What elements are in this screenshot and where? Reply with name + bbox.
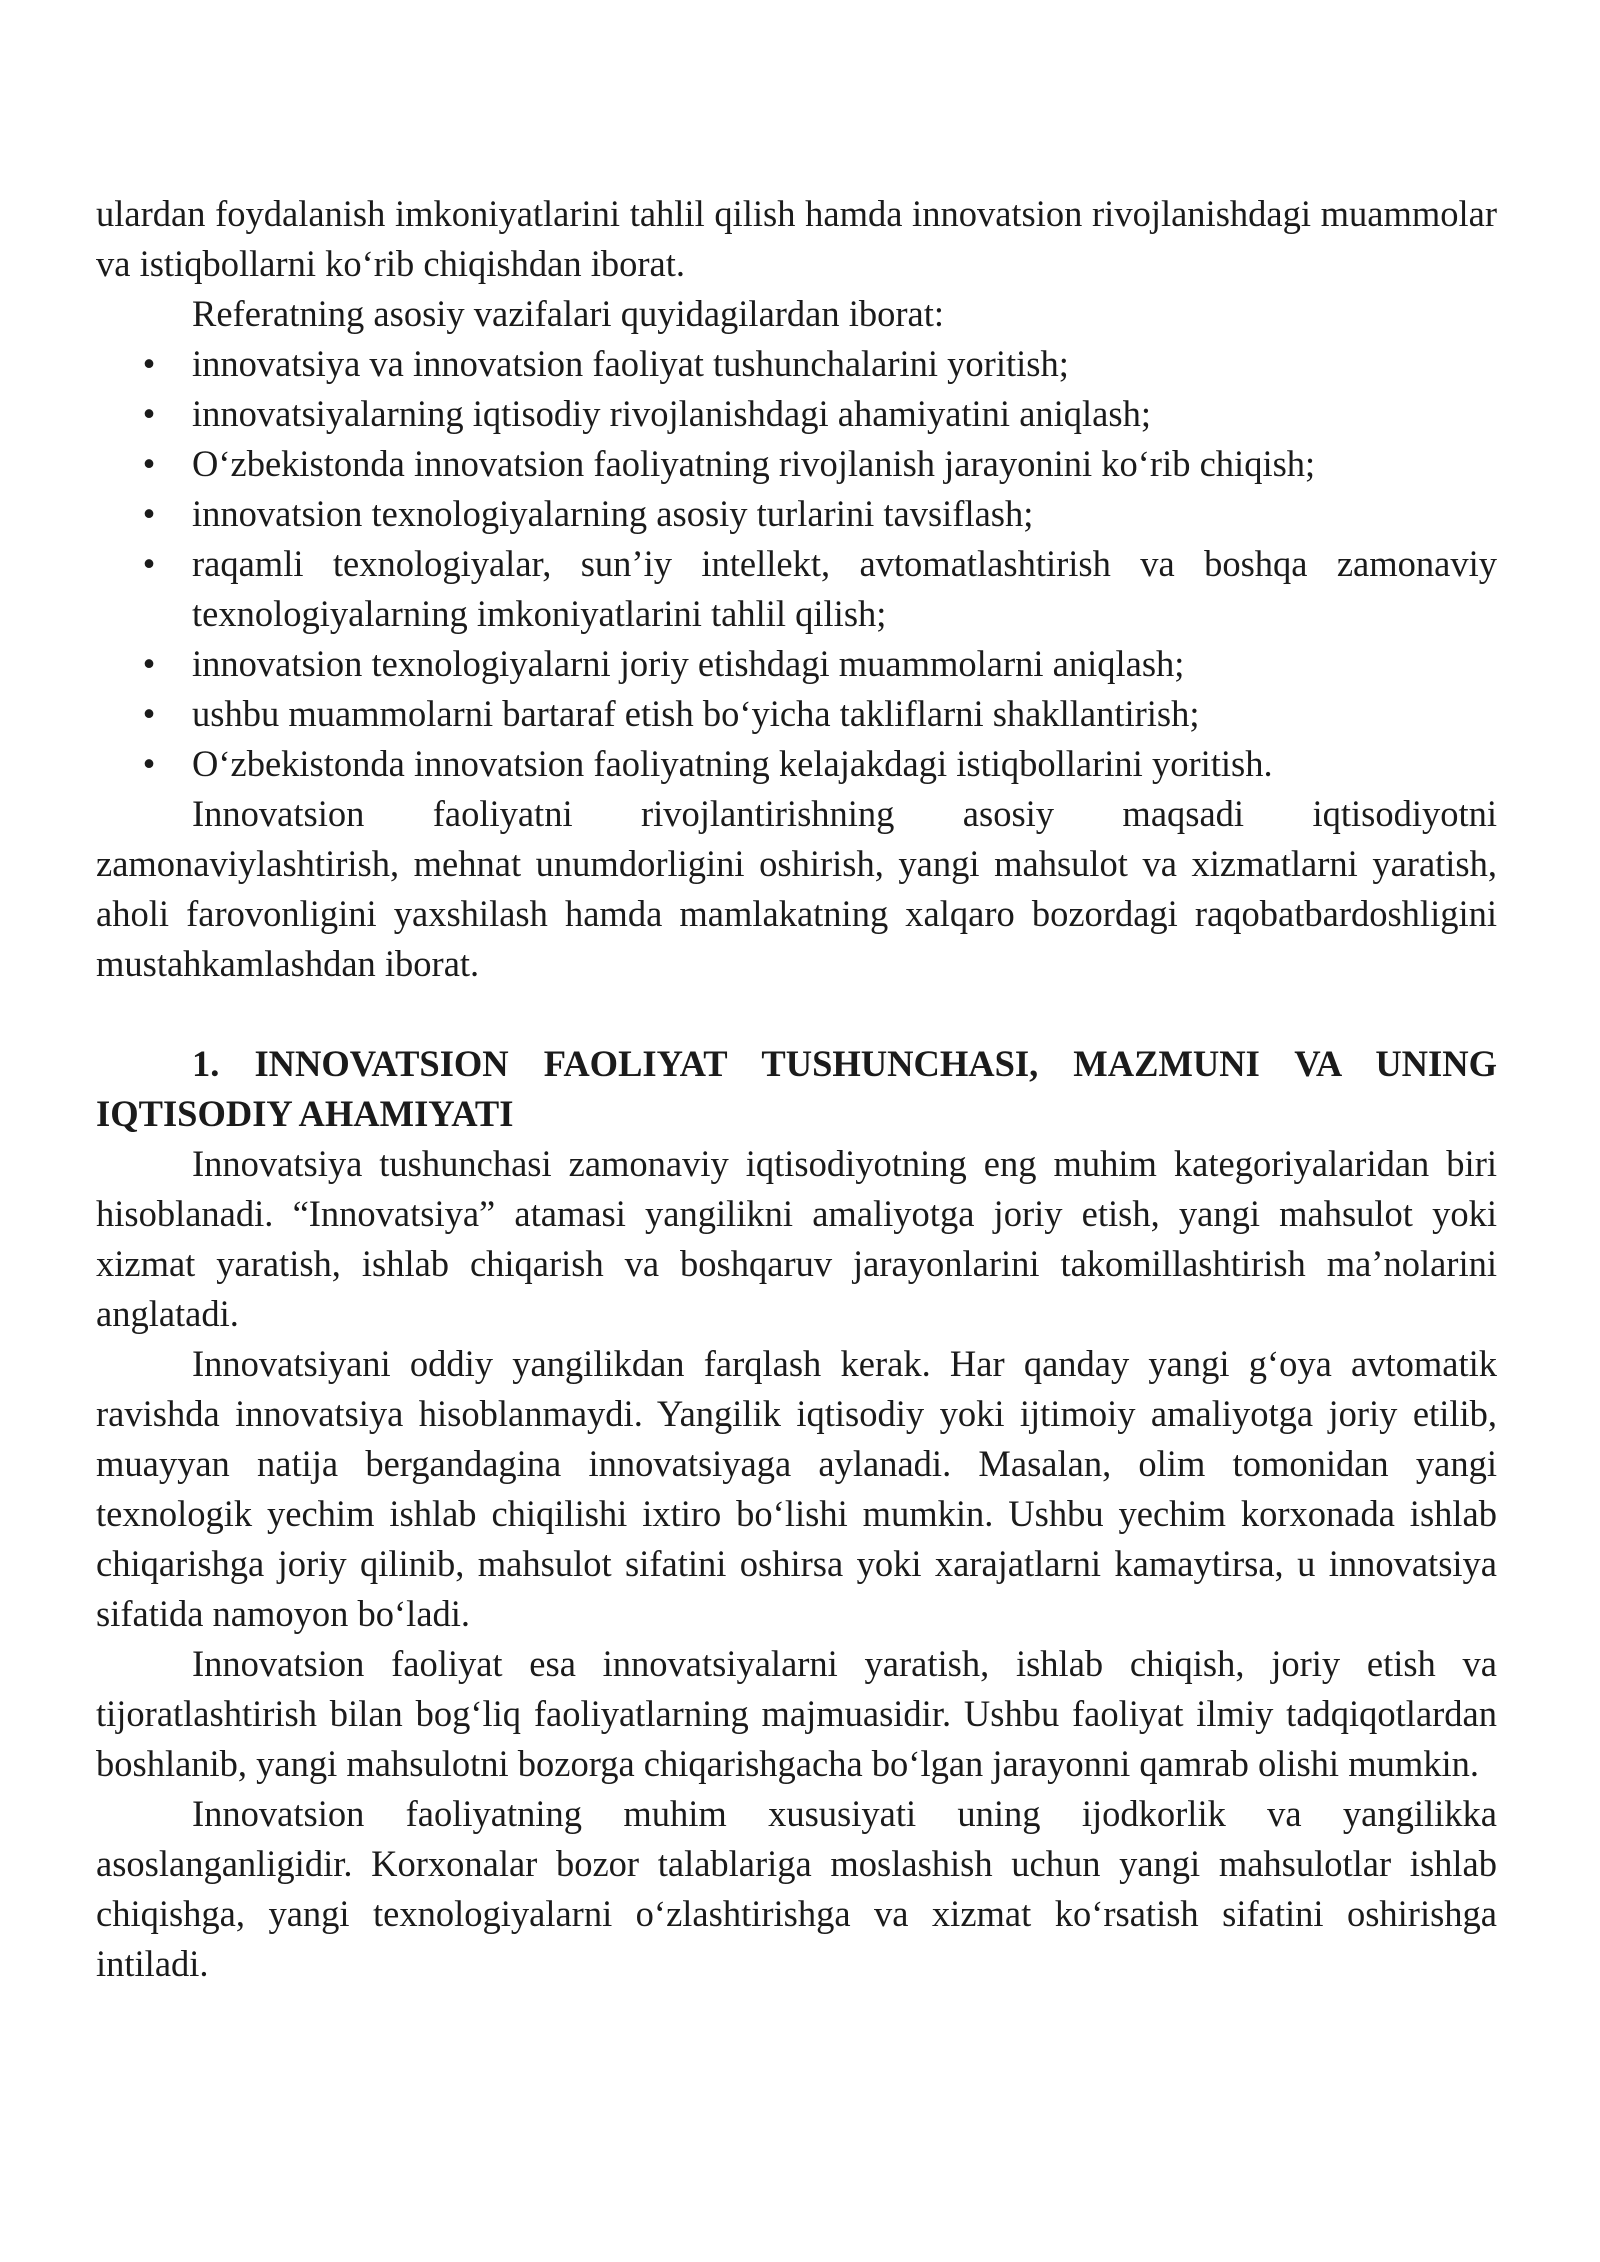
task-list-item [142,439,1497,489]
tasks-lead-text: Referatning asosiy vazifalari quyidagilardan iborat: [192,293,945,334]
bullet-icon: • [142,743,156,784]
bullet-icon: • [142,493,156,534]
task-list-item [142,539,1497,639]
section-paragraph: Innovatsion faoliyat esa innovatsiyalarni yaratish, ishlab chiqish, joriy etish va tijoratlashtirish bilan bog‘liq faoliyatlarning majmuasidir. Ushbu faoliyat ilmiy tadqiqotlardan boshlanib, yangi mahsulotni bozorga chiqarishgacha bo‘lgan jarayonni qamrab olishi mumkin. [96,1643,1497,1784]
task-list-item [142,689,1497,739]
task-list-item [142,489,1497,539]
bullet-icon: • [142,443,156,484]
bullet-icon: • [142,543,156,584]
task-text: innovatsion texnologiyalarni joriy etishdagi muammolarni aniqlash; [192,643,1185,684]
task-list-item [142,639,1497,689]
task-text: O‘zbekistonda innovatsion faoliyatning kelajakdagi istiqbollarini yoritish. [192,743,1273,784]
task-text: raqamli texnologiyalar, sun’iy intellekt, avtomatlashtirish va boshqa zamonaviy texnologiyalarning imkoniyatlarini tahlil qilish; [192,543,1497,634]
section-paragraph: Innovatsiyani oddiy yangilikdan farqlash kerak. Har qanday yangi g‘oya avtomatik ravishda innovatsiya hisoblanmaydi. Yangilik iqtisodiy yoki ijtimoiy amaliyotga joriy etilib, muayyan natija bergandagina innovatsiyaga aylanadi. Masalan, olim tomonidan yangi texnologik yechim ishlab chiqilishi ixtiro bo‘lishi mumkin. Ushbu yechim korxonada ishlab chiqarishga joriy qilinib, mahsulot sifatini oshirsa yoki xarajatlarni kamaytirsa, u innovatsiya sifatida namoyon bo‘ladi. [96,1343,1497,1634]
section-heading: 1. INNOVATSION FAOLIYAT TUSHUNCHASI, MAZMUNI VA UNING IQTISODIY AHAMIYATI [96,1043,1497,1134]
section-paragraph: Innovatsion faoliyatning muhim xususiyati uning ijodkorlik va yangilikka asoslanganligidir. Korxonalar bozor talablariga moslashish uchun yangi mahsulotlar ishlab chiqishga, yangi texnologiyalarni o‘zlashtirishga va xizmat ko‘rsatish sifatini oshirishga intiladi. [96,1793,1497,1984]
task-text: O‘zbekistonda innovatsion faoliyatning rivojlanish jarayonini ko‘rib chiqish; [192,443,1316,484]
goal-paragraph: Innovatsion faoliyatni rivojlantirishning asosiy maqsadi iqtisodiyotni zamonaviylashtirish, mehnat unumdorligini oshirish, yangi mahsulot va xizmatlarni yaratish, aholi farovonligini yaxshilash hamda mamlakatning xalqaro bozordagi raqobatbardoshligini mustahkamlashdan iborat. [96,793,1497,984]
tasks-list [96,339,1497,789]
bullet-icon: • [142,693,156,734]
section-paragraph: Innovatsiya tushunchasi zamonaviy iqtisodiyotning eng muhim kategoriyalaridan biri hisoblanadi. “Innovatsiya” atamasi yangilikni amaliyotga joriy etish, yangi mahsulot yoki xizmat yaratish, ishlab chiqarish va boshqaruv jarayonlarini takomillashtirish ma’nolarini anglatadi. [96,1143,1497,1334]
bullet-icon: • [142,393,156,434]
task-list-item [142,389,1497,439]
task-list-item [142,339,1497,389]
intro-continuation-paragraph: ulardan foydalanish imkoniyatlarini tahlil qilish hamda innovatsion rivojlanishdagi muammolar va istiqbollarni ko‘rib chiqishdan iborat. [96,193,1497,284]
task-text: innovatsiya va innovatsion faoliyat tushunchalarini yoritish; [192,343,1069,384]
bullet-icon: • [142,343,156,384]
task-text: innovatsion texnologiyalarning asosiy turlarini tavsiflash; [192,493,1034,534]
task-text: innovatsiyalarning iqtisodiy rivojlanishdagi ahamiyatini aniqlash; [192,393,1151,434]
task-list-item [142,739,1497,789]
bullet-icon: • [142,643,156,684]
task-text: ushbu muammolarni bartaraf etish bo‘yicha takliflarni shakllantirish; [192,693,1200,734]
